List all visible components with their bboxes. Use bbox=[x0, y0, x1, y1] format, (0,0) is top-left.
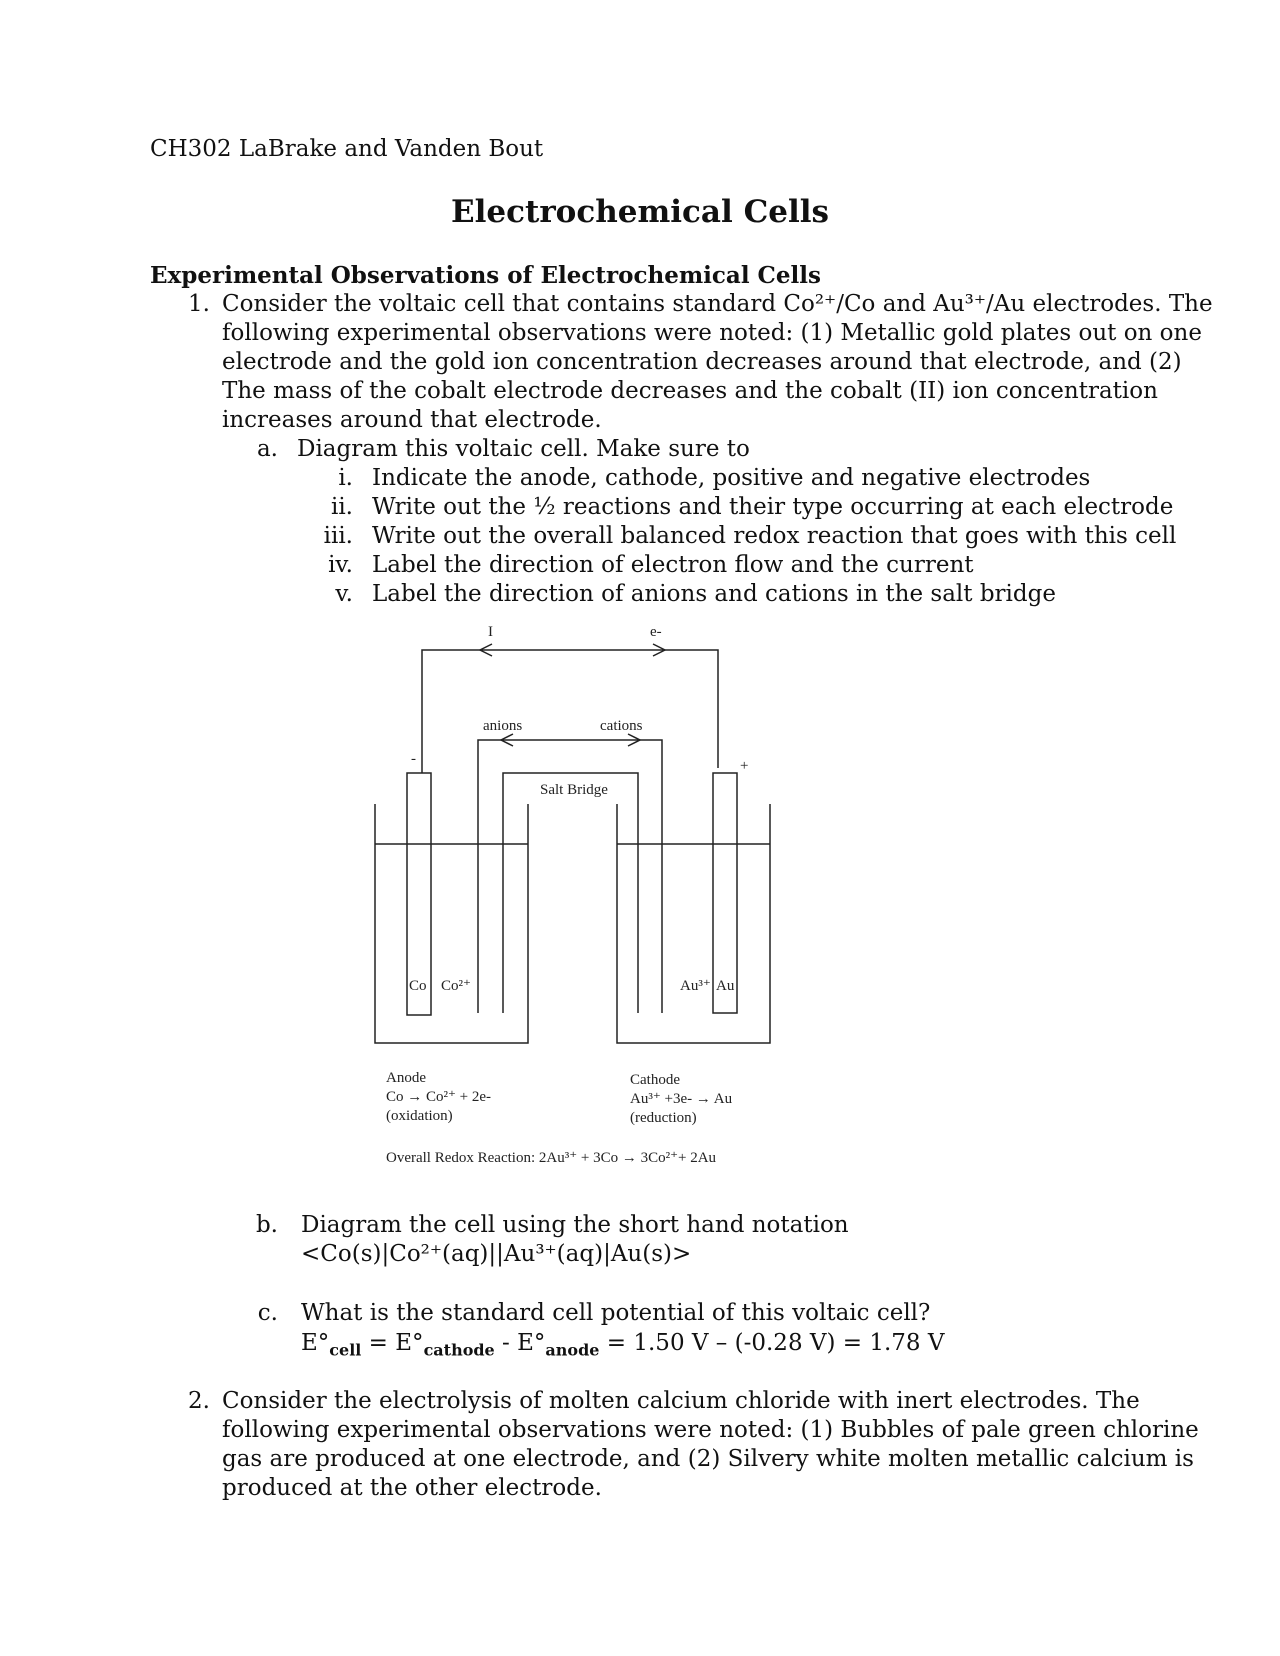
cathode-beaker bbox=[617, 804, 770, 1043]
part-a-letter: a. bbox=[256, 436, 278, 462]
electron-label: e- bbox=[650, 624, 662, 640]
part-c-text: What is the standard cell potential of this voltaic cell? bbox=[301, 1300, 931, 1326]
cathode-type: (reduction) bbox=[630, 1110, 697, 1126]
list-item: Indicate the anode, cathode, positive and negative electrodes bbox=[372, 465, 1091, 491]
anode-type: (oxidation) bbox=[386, 1108, 453, 1124]
anode-title: Anode bbox=[386, 1070, 426, 1086]
external-wire bbox=[422, 650, 718, 773]
cell-potential-equation bbox=[301, 1328, 945, 1365]
list-item-number: iii. bbox=[323, 523, 353, 549]
equation-value: = 1.50 V – (-0.28 V) = 1.78 V bbox=[599, 1330, 945, 1356]
anions-label: anions bbox=[483, 718, 523, 734]
current-label: I bbox=[488, 624, 493, 640]
list-item-number: v. bbox=[335, 581, 353, 607]
question-2-line: Consider the electrolysis of molten calcium chloride with inert electrodes. The bbox=[222, 1388, 1140, 1414]
anode-reaction: Co → Co²⁺ + 2e- bbox=[386, 1089, 492, 1105]
salt-bridge-outer bbox=[478, 740, 662, 1013]
cathode-reaction: Au³⁺ +3e- → Au bbox=[630, 1091, 733, 1107]
part-b-text: Diagram the cell using the short hand notation bbox=[301, 1212, 849, 1238]
gold-electrode bbox=[713, 773, 737, 1013]
question-2-number: 2. bbox=[188, 1388, 210, 1414]
question-2-line: gas are produced at one electrode, and (2) Silvery white molten metallic calcium is bbox=[222, 1446, 1194, 1472]
subscript-cathode: cathode bbox=[423, 1340, 495, 1360]
anode-beaker bbox=[375, 804, 528, 1043]
question-1-number: 1. bbox=[188, 291, 210, 317]
shorthand-notation: <Co(s)|Co²⁺(aq)||Au³⁺(aq)|Au(s)> bbox=[301, 1241, 692, 1267]
list-item: Label the direction of electron flow and the current bbox=[372, 552, 974, 578]
au-ion-label: Au³⁺ bbox=[680, 978, 711, 994]
question-1-line: electrode and the gold ion concentration decreases around that electrode, and (2) bbox=[222, 349, 1182, 375]
question-1-line: Consider the voltaic cell that contains standard Co²⁺/Co and Au³⁺/Au electrodes. The bbox=[222, 291, 1213, 317]
part-b-letter: b. bbox=[255, 1212, 278, 1238]
question-1-line: following experimental observations were noted: (1) Metallic gold plates out on one bbox=[222, 320, 1202, 346]
page-header: CH302 LaBrake and Vanden Bout bbox=[150, 136, 544, 162]
co-ion-label: Co²⁺ bbox=[441, 978, 471, 994]
subscript-anode: anode bbox=[545, 1340, 600, 1360]
list-item-number: iv. bbox=[328, 552, 353, 578]
cathode-title: Cathode bbox=[630, 1072, 680, 1088]
list-item-number: ii. bbox=[330, 494, 353, 520]
list-item: Write out the overall balanced redox reaction that goes with this cell bbox=[372, 523, 1177, 549]
section-title: Experimental Observations of Electrochemical Cells bbox=[150, 262, 821, 289]
question-1-line: increases around that electrode. bbox=[222, 407, 602, 433]
positive-sign: + bbox=[740, 758, 749, 774]
part-a-text: Diagram this voltaic cell. Make sure to bbox=[297, 436, 750, 462]
co-label: Co bbox=[409, 978, 427, 994]
voltaic-cell-diagram bbox=[340, 608, 800, 1178]
question-2-line: produced at the other electrode. bbox=[222, 1475, 602, 1501]
salt-bridge-label: Salt Bridge bbox=[540, 782, 608, 798]
equation-part: = E° bbox=[361, 1330, 424, 1356]
au-label: Au bbox=[716, 978, 735, 994]
part-c-letter: c. bbox=[257, 1300, 278, 1326]
question-1-line: The mass of the cobalt electrode decreases and the cobalt (II) ion concentration bbox=[222, 378, 1158, 404]
page-title: Electrochemical Cells bbox=[451, 194, 829, 230]
subscript-cell: cell bbox=[329, 1340, 362, 1360]
list-item-number: i. bbox=[338, 465, 353, 491]
cations-label: cations bbox=[600, 718, 643, 734]
question-2-line: following experimental observations were noted: (1) Bubbles of pale green chlorine bbox=[222, 1417, 1199, 1443]
list-item: Label the direction of anions and cations in the salt bridge bbox=[372, 581, 1056, 607]
equation-e: E° bbox=[301, 1330, 330, 1356]
list-item: Write out the ½ reactions and their type occurring at each electrode bbox=[372, 494, 1174, 520]
overall-reaction: Overall Redox Reaction: 2Au³⁺ + 3Co → 3Co²⁺+ 2Au bbox=[386, 1150, 717, 1166]
equation-part: - E° bbox=[494, 1330, 546, 1356]
negative-sign: - bbox=[411, 751, 416, 767]
